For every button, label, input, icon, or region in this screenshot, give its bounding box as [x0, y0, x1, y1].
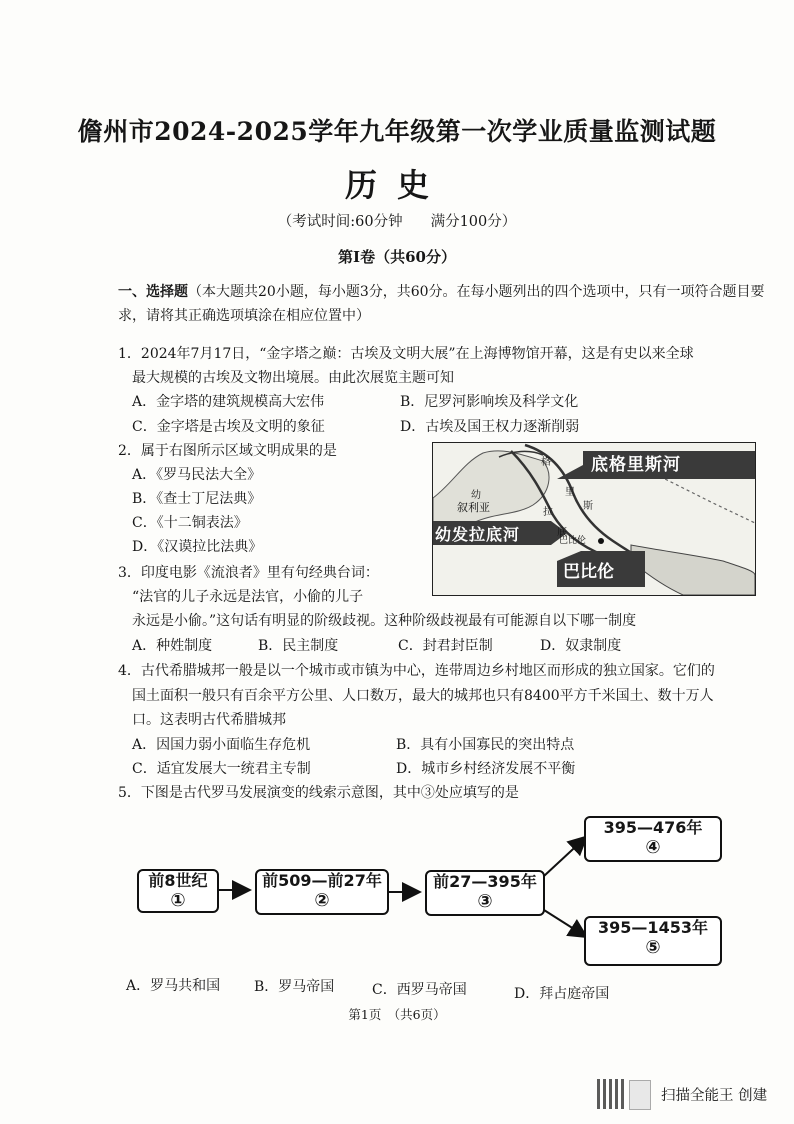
flow-node-4 — [584, 816, 722, 862]
flow-node-1 — [137, 869, 219, 913]
q3-line3: 永远是小偷。”这句话有明显的阶级歧视。这种阶级歧视最有可能源自以下哪一制度 — [132, 613, 637, 629]
flow-node-4-mark: ④ — [645, 837, 661, 858]
exam-time: （考试时间:60分钟 — [277, 214, 403, 230]
q1-line1: 1．2024年7月17日，“金字塔之巅：古埃及文明大展”在上海博物馆开幕，这是有史以来全球 — [118, 346, 694, 362]
q3-line2: “法官的儿子永远是法官，小偷的儿子 — [132, 589, 364, 605]
q2-option-a: A．《罗马民法大全》 — [132, 467, 262, 483]
section-heading: 第Ⅰ卷（共60分） — [338, 248, 456, 266]
q1-option-b: B．尼罗河影响埃及科学文化 — [400, 394, 579, 410]
flow-node-2-period: 前509—前27年 — [262, 871, 382, 890]
instructions-text: （本大题共20小题，每小题3分，共60分。在每小题列出的四个选项中，只有一项符合题目要求，请将其正确选项填涂在相应位置中） — [118, 284, 765, 324]
instructions — [118, 280, 768, 328]
page-number: 第1页 （共6页） — [348, 1007, 446, 1022]
q5-stem: 5．下图是古代罗马发展演变的线索示意图，其中③处应填写的是 — [118, 785, 519, 801]
q1-line2: 最大规模的古埃及文物出境展。由此次展览主题可知 — [132, 370, 454, 386]
q1-option-c: C．金字塔是古埃及文明的象征 — [132, 419, 325, 435]
qr-code-icon — [597, 1079, 627, 1109]
map-label-tigris: 底格里斯河 — [591, 455, 681, 475]
watermark-text: 扫描全能王 创建 — [661, 1088, 768, 1104]
exam-score: 满分100分） — [430, 214, 517, 230]
q3-option-c: C．封君封臣制 — [398, 638, 493, 654]
q1-option-d: D．古埃及国王权力逐渐削弱 — [400, 419, 580, 435]
map-label-syria: 叙利亚 — [457, 501, 490, 514]
q2-option-b: B．《查士丁尼法典》 — [132, 491, 262, 507]
map-label-euphrates: 幼发拉底河 — [435, 525, 521, 544]
q2-option-d: D．《汉谟拉比法典》 — [132, 539, 263, 555]
q2-stem: 2．属于右图所示区域文明成果的是 — [118, 443, 337, 459]
mesopotamia-map — [432, 442, 756, 596]
exam-info — [0, 210, 794, 231]
exam-title: 儋州市2024-2025学年九年级第一次学业质量监测试题 — [77, 117, 717, 146]
subject-title: 历史 — [344, 166, 449, 204]
q1-option-a: A．金字塔的建筑规模高大宏伟 — [132, 394, 325, 410]
map-label-babylon: 巴比伦 — [563, 562, 614, 582]
q4-line1: 4．古代希腊城邦一般是以一个城市或市镇为中心，连带周边乡村地区而形成的独立国家。它们的 — [118, 663, 715, 679]
flow-node-5-period: 395—1453年 — [598, 918, 708, 937]
scanner-watermark — [597, 1076, 772, 1114]
flow-node-5-mark: ⑤ — [645, 937, 661, 958]
map-label-you: 幼 — [471, 490, 481, 501]
q5-option-c: C．西罗马帝国 — [372, 982, 467, 998]
flow-node-5 — [584, 916, 722, 966]
q4-line3: 口。这表明古代希腊城邦 — [132, 712, 286, 728]
q5-option-b: B．罗马帝国 — [254, 979, 335, 995]
instructions-heading: 一、选择题 — [118, 284, 188, 300]
map-label-la: 拉 — [543, 507, 553, 518]
flow-node-3-mark: ③ — [477, 891, 493, 912]
babylon-marker — [598, 538, 604, 544]
flow-node-4-period: 395—476年 — [603, 818, 703, 837]
q4-line2: 国土面积一般只有百余平方公里、人口数万，最大的城邦也只有8400平方千米国土、数十万人 — [132, 688, 714, 704]
q5-option-a: A．罗马共和国 — [126, 978, 221, 994]
map-label-ba: 巴比伦 — [559, 536, 587, 546]
q2-option-c: C．《十二铜表法》 — [132, 515, 248, 531]
flow-node-3-period: 前27—395年 — [433, 872, 537, 891]
map-label-di: 底 — [557, 527, 567, 538]
flow-node-2-mark: ② — [314, 890, 330, 911]
flow-node-2 — [255, 869, 389, 915]
flow-node-1-mark: ① — [170, 890, 186, 911]
map-label-si: 斯 — [583, 501, 593, 512]
q4-option-b: B．具有小国寡民的突出特点 — [396, 737, 575, 753]
scanner-logo-icon — [629, 1080, 651, 1110]
map-label-ge: 格 — [541, 457, 551, 468]
q3-option-d: D．奴隶制度 — [540, 638, 622, 654]
q5-option-d: D．拜占庭帝国 — [514, 986, 610, 1002]
map-label-li: 里 — [565, 487, 575, 498]
q3-option-a: A．种姓制度 — [132, 638, 213, 654]
q3-line1: 3．印度电影《流浪者》里有句经典台词： — [118, 565, 379, 581]
q4-option-c: C．适宜发展大一统君主专制 — [132, 761, 311, 777]
rome-flow-diagram — [0, 812, 794, 977]
flow-node-1-period: 前8世纪 — [148, 871, 208, 890]
q3-option-b: B．民主制度 — [258, 638, 339, 654]
q4-option-a: A．因国力弱小面临生存危机 — [132, 737, 311, 753]
flow-node-3 — [425, 870, 545, 916]
q4-option-d: D．城市乡村经济发展不平衡 — [396, 761, 576, 777]
